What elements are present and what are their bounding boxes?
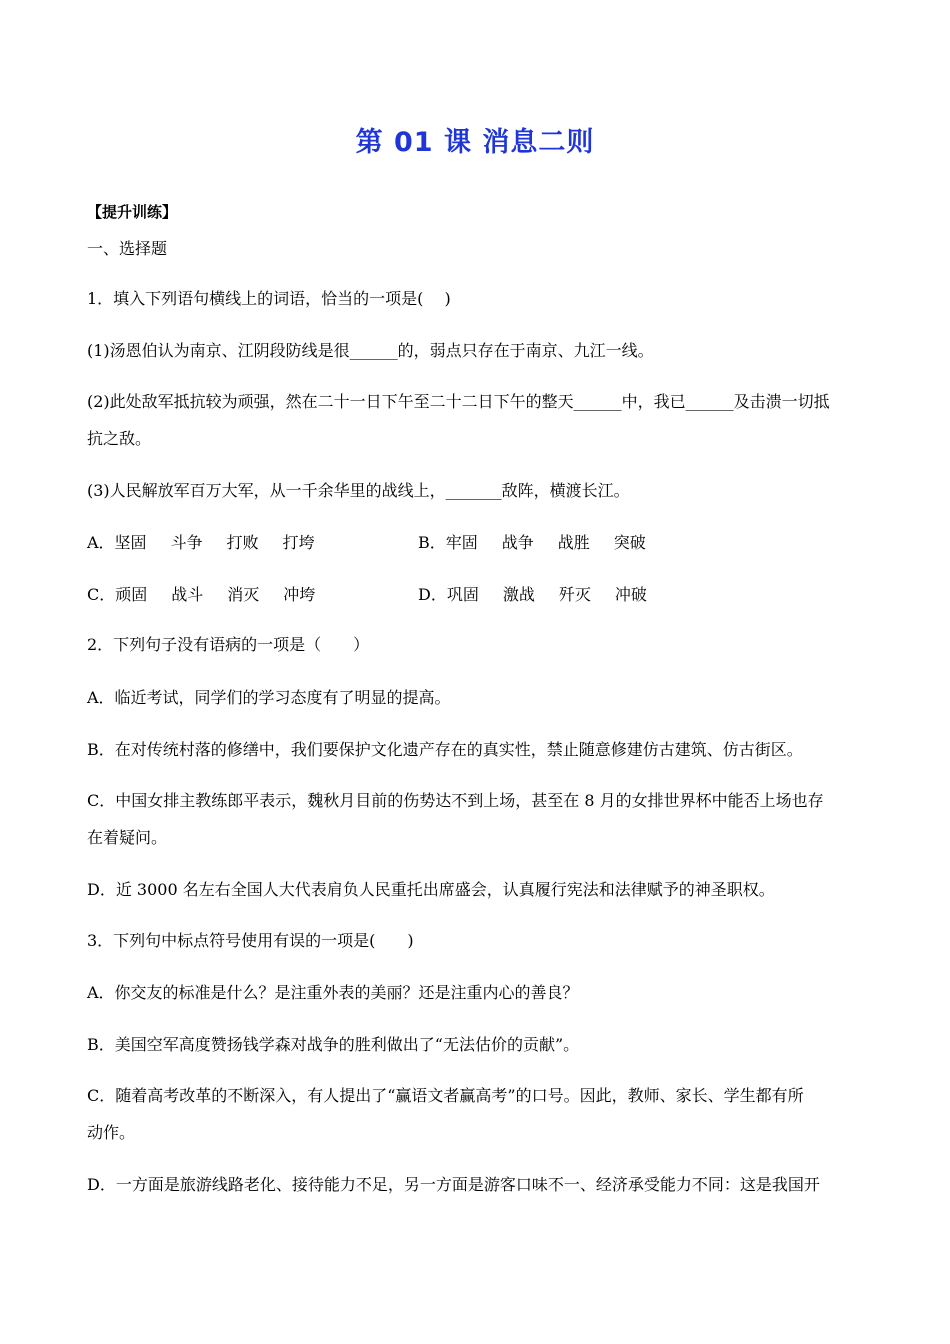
q2-option-d[interactable]: D．近 3000 名左右全国人大代表肩负人民重托出席盛会，认真履行宪法和法律赋予的神圣职权。 <box>87 880 775 899</box>
option-label: C．顽固 <box>87 585 148 604</box>
q3-option-c-line-2[interactable]: 动作。 <box>87 1123 136 1142</box>
option-word: 歼灭 <box>558 585 591 604</box>
option-word: 冲垮 <box>283 585 316 604</box>
q1-option-b[interactable] <box>418 533 670 553</box>
q3-option-d-line-1[interactable]: D．一方面是旅游线路老化、接待能力不足，另一方面是游客口味不一、经济承受能力不同：这是我国开 <box>87 1175 820 1194</box>
option-word: 战争 <box>501 533 534 552</box>
q1-sentence-1: (1)汤恩伯认为南京、江阴段防线是很______的，弱点只存在于南京、九江一线。 <box>87 341 654 360</box>
q2-stem: 2．下列句子没有语病的一项是（ ） <box>87 635 370 654</box>
q3-stem: 3．下列句中标点符号使用有误的一项是( ) <box>87 931 414 950</box>
q3-option-a[interactable]: A．你交友的标准是什么？是注重外表的美丽？还是注重内心的善良？ <box>87 983 579 1002</box>
q2-option-c-line-1[interactable]: C．中国女排主教练郎平表示，魏秋月目前的伤势达不到上场，甚至在 8 月的女排世界杯中能否上场也存 <box>87 791 824 810</box>
option-label: B．牢固 <box>418 533 478 552</box>
section-label: 【提升训练】 <box>87 203 178 221</box>
q2-option-a[interactable]: A．临近考试，同学们的学习态度有了明显的提高。 <box>87 688 451 707</box>
q1-option-d[interactable] <box>418 585 671 605</box>
option-label: A．坚固 <box>87 533 147 552</box>
q1-option-c[interactable] <box>87 585 339 605</box>
option-word: 战斗 <box>171 585 204 604</box>
option-word: 突破 <box>613 533 646 552</box>
option-word: 打败 <box>226 533 259 552</box>
q2-option-b[interactable]: B．在对传统村落的修缮中，我们要保护文化遗产存在的真实性，禁止随意修建仿古建筑、仿古街区。 <box>87 740 803 759</box>
option-word: 战胜 <box>557 533 590 552</box>
q1-sentence-3: (3)人民解放军百万大军，从一千余华里的战线上，_______敌阵，横渡长江。 <box>87 481 630 500</box>
part-heading: 一、选择题 <box>87 239 168 258</box>
option-word: 激战 <box>502 585 535 604</box>
q1-sentence-2-line-1: (2)此处敌军抵抗较为顽强，然在二十一日下午至二十二日下午的整天______中，我已______及击溃一切抵 <box>87 392 830 411</box>
option-word: 冲破 <box>614 585 647 604</box>
q3-option-b[interactable]: B．美国空军高度赞扬钱学森对战争的胜利做出了“无法估价的贡献”。 <box>87 1035 580 1054</box>
q1-sentence-2-line-2: 抗之敌。 <box>87 429 152 448</box>
q3-option-c-line-1[interactable]: C．随着高考改革的不断深入，有人提出了“赢语文者赢高考”的口号。因此，教师、家长、学生都有所 <box>87 1086 804 1105</box>
option-word: 消灭 <box>227 585 260 604</box>
option-word: 打垮 <box>282 533 315 552</box>
q1-stem: 1．填入下列语句横线上的词语，恰当的一项是( ) <box>87 289 451 308</box>
option-word: 斗争 <box>170 533 203 552</box>
page-title: 第 01 课 消息二则 <box>355 127 595 158</box>
option-label: D．巩固 <box>418 585 479 604</box>
q2-option-c-line-2[interactable]: 在着疑问。 <box>87 828 168 847</box>
q1-option-a[interactable] <box>87 533 339 553</box>
